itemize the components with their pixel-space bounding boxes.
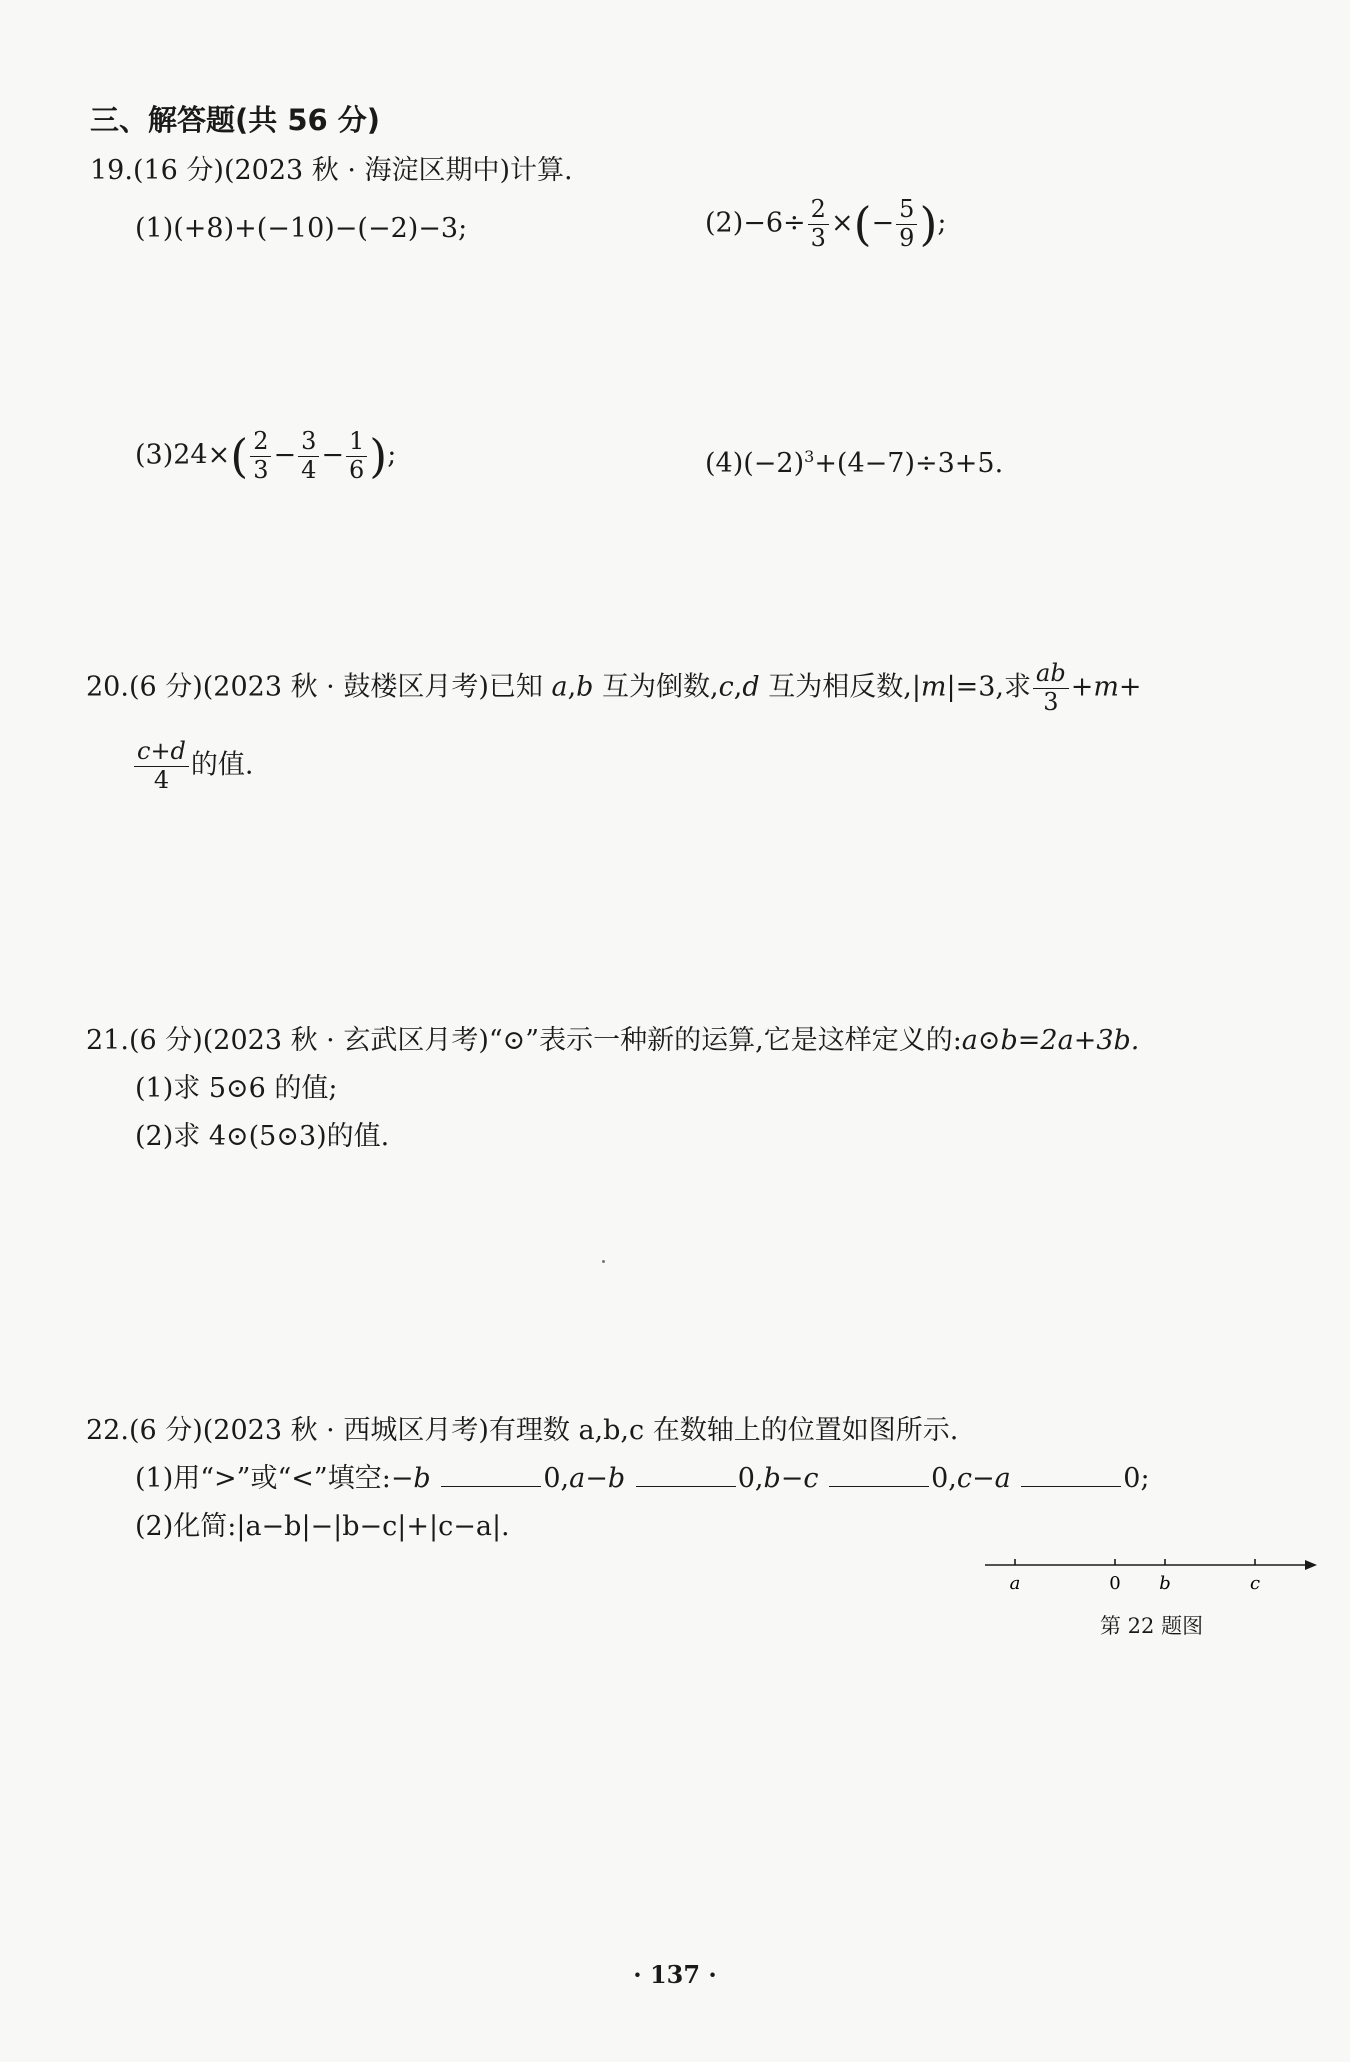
denominator: 9 [899,223,915,252]
zero: 0, [737,1463,764,1494]
denominator: 4 [153,765,170,794]
exponent: 3 [804,447,815,466]
minus-sign: − [871,207,895,239]
q19-part4 [705,447,1003,479]
q21-header-text: 21.(6 分)(2023 秋 · 玄武区月考)“⊙”表示一种新的运算,它是这样定义的: [86,1025,962,1056]
var-b: b [576,671,594,703]
comma: , [567,671,577,703]
label-c: c [1249,1573,1261,1594]
expression: a−b [569,1463,626,1494]
left-paren: ( [853,197,872,252]
label-b: b [1159,1573,1171,1594]
zero: 0; [1123,1463,1150,1494]
fraction [808,196,829,252]
denominator: 3 [1043,687,1059,716]
q20-text: 互为相反数,| [759,671,921,703]
minus-sign: − [321,439,344,471]
q22-part2: (2)化简:|a−b|−|b−c|+|c−a|. [135,1511,510,1542]
q20-line1 [86,660,1142,716]
comma: , [733,671,743,703]
zero: 0, [543,1463,570,1494]
denominator: 4 [301,455,317,484]
right-paren: ) [919,197,938,252]
fraction [134,738,189,794]
arrow-head [1305,1560,1317,1570]
q19-part4-rest: +(4−7)÷3+5. [814,448,1004,479]
plus-sign: + [1118,671,1142,703]
q19-part2 [705,196,947,252]
fraction [346,428,367,484]
page-number: · 137 · [633,1960,717,1989]
minus-sign: − [273,439,297,471]
answer-blank[interactable] [1021,1464,1121,1487]
numerator: 2 [250,428,271,457]
q22-lead: (1)用“>”或“<”填空: [135,1463,391,1494]
label-a: a [1009,1573,1021,1594]
figure-caption: 第 22 题图 [1100,1614,1204,1638]
q19-part2-prefix: (2)−6÷ [705,207,806,239]
speck [602,1260,605,1263]
q19-part3 [135,428,396,484]
expression: b−c [763,1463,819,1494]
denominator: 6 [349,455,365,484]
q19-part3-prefix: (3)24× [135,439,231,471]
numerator: 1 [346,428,367,457]
expression: −b [390,1463,431,1494]
numerator: 3 [298,428,319,457]
times-sign: × [830,207,854,239]
fraction [298,428,319,484]
denominator: 3 [810,223,826,252]
plus-sign: + [1070,671,1094,703]
numerator: 2 [808,196,829,225]
q19-header: 19.(16 分)(2023 秋 · 海淀区期中)计算. [90,155,573,186]
var-m: m [1093,671,1119,703]
answer-blank[interactable] [441,1464,541,1487]
number-line [980,1545,1320,1605]
zero: 0, [931,1463,957,1494]
semicolon: ; [387,439,397,471]
q20-line2 [132,738,254,794]
q21-part2: (2)求 4⊙(5⊙3)的值. [135,1121,390,1152]
q20-text: 的值. [190,749,254,781]
right-paren: ) [369,429,388,484]
q21-definition: a⊙b=2a+3b. [961,1025,1140,1056]
denominator: 3 [253,455,269,484]
q21-header [86,1018,1139,1057]
expression: c−a [956,1463,1011,1494]
label-zero: 0 [1109,1573,1121,1594]
section-title: 三、解答题(共 56 分) [90,103,381,137]
q19-part1: (1)(+8)+(−10)−(−2)−3; [135,213,468,244]
left-paren: ( [230,429,249,484]
q20-text: |=3,求 [946,671,1032,703]
q19-part4-base: (4)(−2) [705,448,805,479]
numerator: c+d [134,738,189,767]
fraction [1033,660,1069,716]
q22-part1 [135,1456,1150,1495]
var-d: d [742,671,760,703]
var-c: c [718,671,734,703]
semicolon: ; [937,207,947,239]
numerator: 5 [896,196,917,225]
q22-header: 22.(6 分)(2023 秋 · 西城区月考)有理数 a,b,c 在数轴上的位置如图所示. [86,1415,959,1446]
var-m: m [920,671,947,703]
fraction [896,196,917,252]
var-a: a [551,671,568,703]
numerator: ab [1033,660,1069,689]
fraction [250,428,271,484]
answer-blank[interactable] [636,1464,736,1487]
q20-text: 20.(6 分)(2023 秋 · 鼓楼区月考)已知 [86,671,552,703]
answer-blank[interactable] [829,1464,929,1487]
q20-text: 互为倒数, [593,671,719,703]
q21-part1: (1)求 5⊙6 的值; [135,1073,338,1104]
